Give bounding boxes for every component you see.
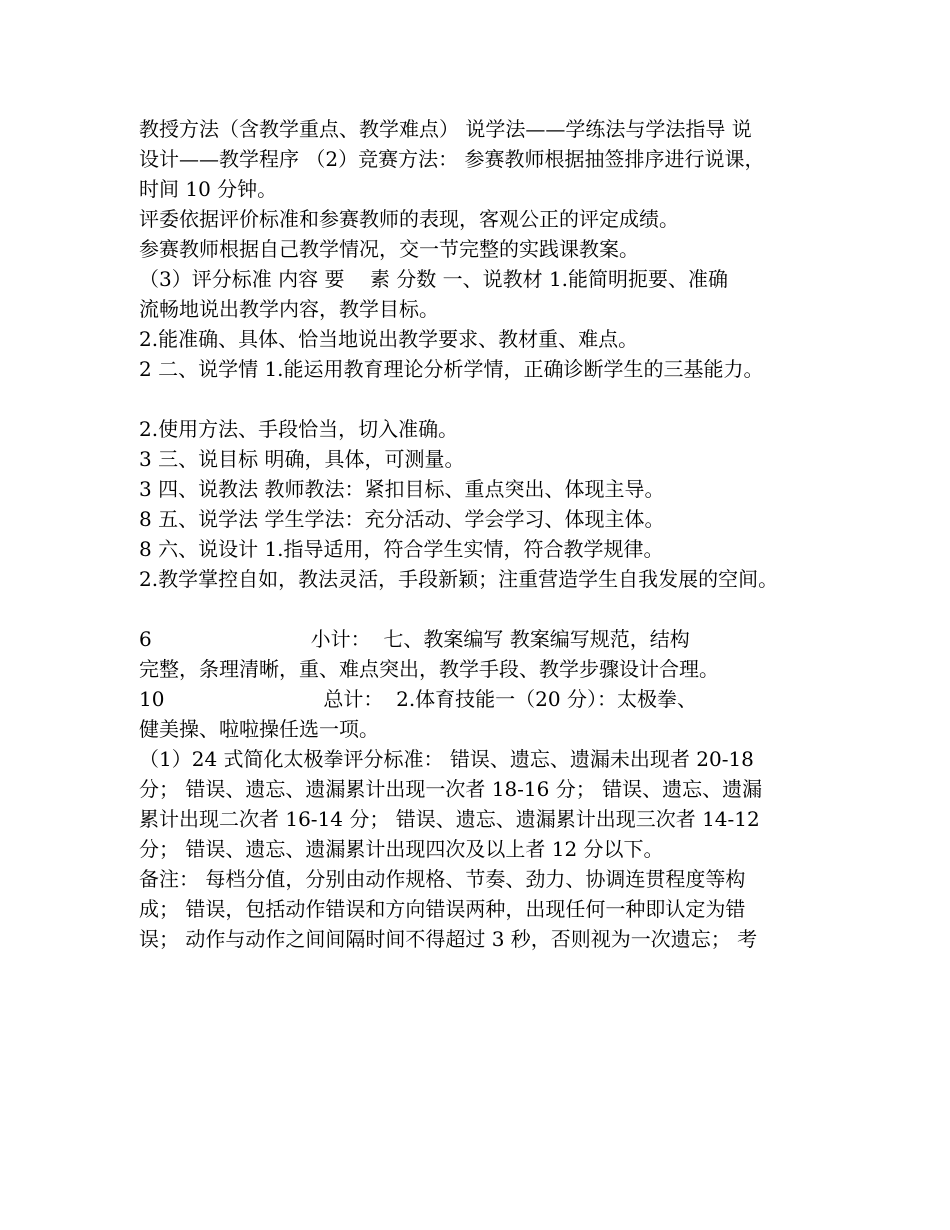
text-line: 分； 错误、遗忘、遗漏累计出现一次者 18-16 分； 错误、遗忘、遗漏	[139, 777, 763, 801]
text-line: 时间 10 分钟。	[139, 177, 278, 201]
text-line: 8 六、说设计 1.指导适用，符合学生实情，符合教学规律。	[139, 537, 664, 561]
text-line: 3 四、说教法 教师教法：紧扣目标、重点突出、体现主导。	[139, 477, 665, 501]
text-line: 完整，条理清晰，重、难点突出，教学手段、教学步骤设计合理。	[139, 657, 719, 681]
text-line: 健美操、啦啦操任选一项。	[139, 717, 379, 741]
text-line: 3 三、说目标 明确，具体，可测量。	[139, 447, 465, 471]
text-line: 参赛教师根据自己教学情况，交一节完整的实践课教案。	[139, 237, 639, 261]
text-line: 成； 错误，包括动作错误和方向错误两种，出现任何一种即认定为错	[139, 897, 746, 921]
text-line: 设计——教学程序 （2）竞赛方法： 参赛教师根据抽签排序进行说课，	[139, 147, 765, 171]
text-line: 2.教学掌控自如，教法灵活，手段新颖；注重营造学生自我发展的空间。	[139, 567, 779, 591]
text-line: 10 总计： 2.体育技能一（20 分）：太极拳、	[139, 687, 697, 711]
text-line: 教授方法（含教学重点、教学难点） 说学法——学练法与学法指导 说	[139, 117, 752, 141]
blank-line	[139, 384, 829, 414]
text-line: 备注： 每档分值，分别由动作规格、节奏、劲力、协调连贯程度等构	[139, 867, 746, 891]
text-line: 评委依据评价标准和参赛教师的表现，客观公正的评定成绩。	[139, 207, 679, 231]
text-line: 流畅地说出教学内容，教学目标。	[139, 297, 439, 321]
text-line: （3）评分标准 内容 要 素 分数 一、说教材 1.能简明扼要、准确	[139, 267, 729, 291]
document-body	[139, 114, 829, 954]
text-line: 2.使用方法、手段恰当，切入准确。	[139, 417, 459, 441]
blank-line	[139, 594, 829, 624]
text-line: 8 五、说学法 学生学法：充分活动、学会学习、体现主体。	[139, 507, 665, 531]
text-line: 累计出现二次者 16-14 分； 错误、遗忘、遗漏累计出现三次者 14-12	[139, 807, 760, 831]
text-line: 6 小计： 七、教案编写 教案编写规范，结构	[139, 627, 690, 651]
text-line: 2.能准确、具体、恰当地说出教学要求、教材重、难点。	[139, 327, 639, 351]
text-line: 误； 动作与动作之间间隔时间不得超过 3 秒，否则视为一次遗忘； 考	[139, 927, 758, 951]
text-line: 分； 错误、遗忘、遗漏累计出现四次及以上者 12 分以下。	[139, 837, 664, 861]
text-line: （1）24 式简化太极拳评分标准： 错误、遗忘、遗漏未出现者 20-18	[139, 747, 754, 771]
text-line: 2 二、说学情 1.能运用教育理论分析学情，正确诊断学生的三基能力。	[139, 357, 764, 381]
